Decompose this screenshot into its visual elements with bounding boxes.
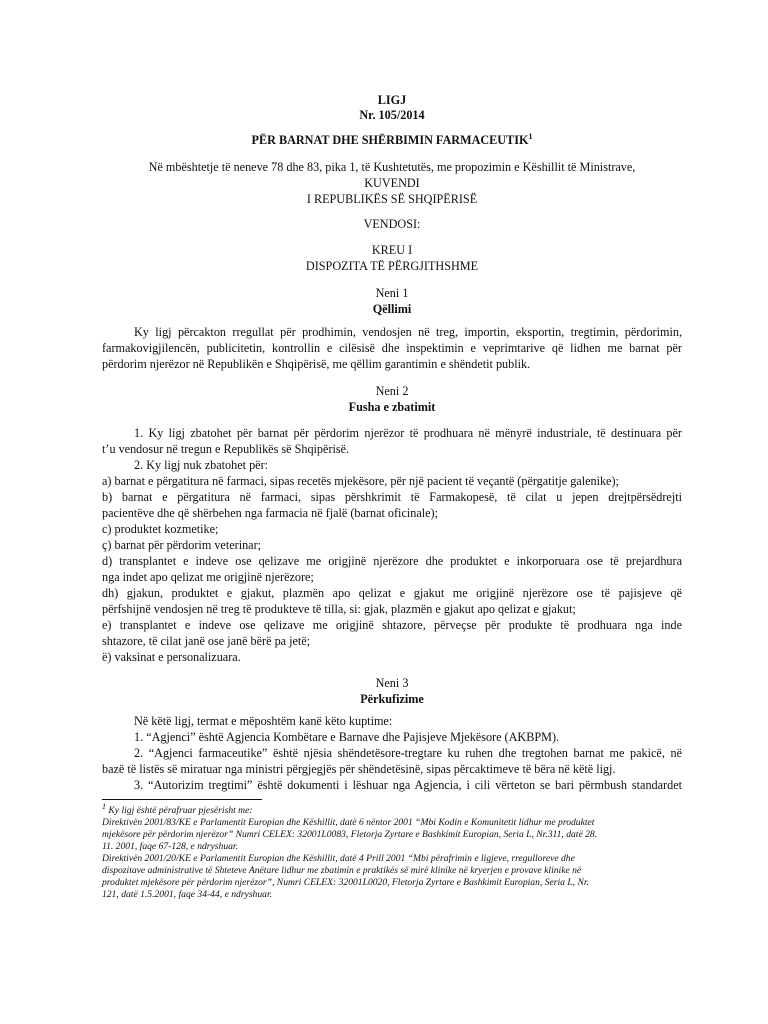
paragraph-line: shtazore, të cilat janë ose janë bërë pa jetë; bbox=[102, 634, 311, 648]
preamble-republic: I REPUBLIKËS SË SHQIPËRISË bbox=[306, 192, 478, 206]
paragraph-line: pacientëve dhe që shërbehen nga farmacia në fjalë (barnat oficinale); bbox=[102, 506, 438, 520]
footnote-line: mjekësore për përdorim njerëzor” Numri CELEX: 32001L0083, Fletorja Zyrtare e Bashkimit Europian, Seria L, Nr.311, datë 28. bbox=[102, 829, 598, 840]
footnote-text: Ky ligj është përafruar pjesërisht me: bbox=[108, 805, 253, 816]
footnote-line bbox=[102, 801, 682, 817]
paragraph-line: 2. Ky ligj nuk zbatohet për: bbox=[134, 458, 269, 472]
paragraph-line: b) barnat e përgatitura në farmaci, sipas përshkrimit të Farmakopesë, të cilat u jepen drejtpërsëdrejti bbox=[102, 490, 682, 504]
preamble-assembly: KUVENDI bbox=[364, 176, 420, 190]
paragraph-line: përfshijnë vendosjen në treg të produkteve të tilla, si: gjak, plazmën e gjakut apo qelizat e gjakut; bbox=[102, 602, 576, 616]
paragraph-line: 2. “Agjenci farmaceutike” është njësia shëndetësore-tregtare ku ruhen dhe tregtohen barnat me pakicë, në bbox=[134, 746, 682, 760]
article-title: Përkufizime bbox=[360, 692, 424, 706]
footnote-line: Direktivën 2001/83/KE e Parlamentit Europian dhe Këshillit, datë 6 nëntor 2001 “Mbi Kodin e Komunitetit lidhur me produktet bbox=[102, 817, 595, 828]
footnote-ref: 1 bbox=[528, 131, 533, 141]
footnote-line: 121, datë 1.5.2001, faqe 34-44, e ndryshuar. bbox=[102, 889, 273, 900]
article-label: Neni 1 bbox=[375, 286, 409, 300]
footnote-line: dispozitave administrative të Shteteve Anëtare lidhur me zbatimin e praktikës së mirë klinike në kryerjen e provave klinike në bbox=[102, 865, 582, 876]
article-title: Qëllimi bbox=[372, 302, 412, 316]
footnote-line: produktet mjekësore për përdorim njerëzor”, Numri CELEX: 32001L0020, Fletorja Zyrtare e Bashkimit Europian, Seria L, Nr. bbox=[102, 877, 589, 888]
paragraph-line: dh) gjakun, produktet e gjakut, plazmën apo qelizat e gjakut me origjinë njerëzore ose të pajisjeve që bbox=[102, 586, 682, 600]
paragraph-line: bazë të listës së miratuar nga ministri përgjegjës për shëndetësinë, sipas përcaktimeve të bëra në këtë ligj. bbox=[102, 762, 616, 776]
article-title: Fusha e zbatimit bbox=[348, 400, 436, 414]
paragraph-line: c) produktet kozmetike; bbox=[102, 522, 219, 536]
paragraph-line: 1. Ky ligj zbatohet për barnat për përdorim njerëzor të prodhuara në mënyrë industriale, të destinuara për bbox=[134, 426, 682, 440]
paragraph-line: t’u vendosur në tregun e Republikës së Shqipërisë. bbox=[102, 442, 350, 456]
paragraph-line: Në këtë ligj, termat e mëposhtëm kanë këto kuptime: bbox=[134, 714, 393, 728]
footnote-separator bbox=[102, 799, 262, 800]
chapter-title: DISPOZITA TË PËRGJITHSHME bbox=[305, 259, 479, 273]
paragraph-line: nga indet apo qelizat me origjinë njerëzore; bbox=[102, 570, 314, 584]
article-label: Neni 3 bbox=[375, 676, 409, 690]
paragraph-line: d) transplantet e indeve ose qelizave me origjinë njerëzore dhe produktet e inkorporuara ose të prejardhura bbox=[102, 554, 682, 568]
preamble-line: Në mbështetje të neneve 78 dhe 83, pika 1, të Kushtetutës, me propozimin e Këshillit të Ministrave, bbox=[148, 160, 636, 174]
preamble-decision: VENDOSI: bbox=[363, 217, 421, 231]
footnote-number: 1 bbox=[102, 801, 106, 811]
footnote-line: 11. 2001, faqe 67-128, e ndryshuar. bbox=[102, 841, 238, 852]
paragraph-line: ë) vaksinat e personalizuara. bbox=[102, 650, 241, 664]
law-subject-text: PËR BARNAT DHE SHËRBIMIN FARMACEUTIK bbox=[251, 133, 529, 147]
footnote-line: Direktivën 2001/20/KE e Parlamentit Europian dhe Këshillit, datë 4 Prill 2001 “Mbi përafrimin e ligjeve, rregulloreve dhe bbox=[102, 853, 575, 864]
paragraph-line: 1. “Agjenci” është Agjencia Kombëtare e Barnave dhe Pajisjeve Mjekësore (AKBPM). bbox=[134, 730, 560, 744]
paragraph-line: Ky ligj përcakton rregullat për prodhimin, vendosjen në treg, importin, eksportin, tregtimin, përdorimin, bbox=[134, 325, 682, 339]
paragraph-line: përdorim njerëzor në Republikën e Shqipërisë, me qëllim garantimin e shëndetit publik. bbox=[102, 357, 531, 371]
paragraph-line: 3. “Autorizim tregtimi” është dokumenti i lëshuar nga Agjencia, i cili vërteton se bari përmbush standardet bbox=[134, 778, 682, 792]
article-label: Neni 2 bbox=[375, 384, 409, 398]
paragraph-line: a) barnat e përgatitura në farmaci, sipas recetës mjekësore, për një pacient të veçantë (përgatitje galenike); bbox=[102, 474, 619, 488]
law-subject bbox=[102, 133, 682, 148]
paragraph-line: e) transplantet e indeve ose qelizave me origjinë shtazore, përveçse për produkte të prodhuara nga inde bbox=[102, 618, 682, 632]
law-number: Nr. 105/2014 bbox=[359, 108, 425, 122]
paragraph-line: farmakovigjilencën, publicitetin, kontrollin e cilësisë dhe inspektimin e veprimtarive që lidhen me barnat për bbox=[102, 341, 682, 355]
law-title: LIGJ bbox=[377, 93, 407, 107]
paragraph-line: ç) barnat për përdorim veterinar; bbox=[102, 538, 262, 552]
chapter-label: KREU I bbox=[371, 243, 413, 257]
